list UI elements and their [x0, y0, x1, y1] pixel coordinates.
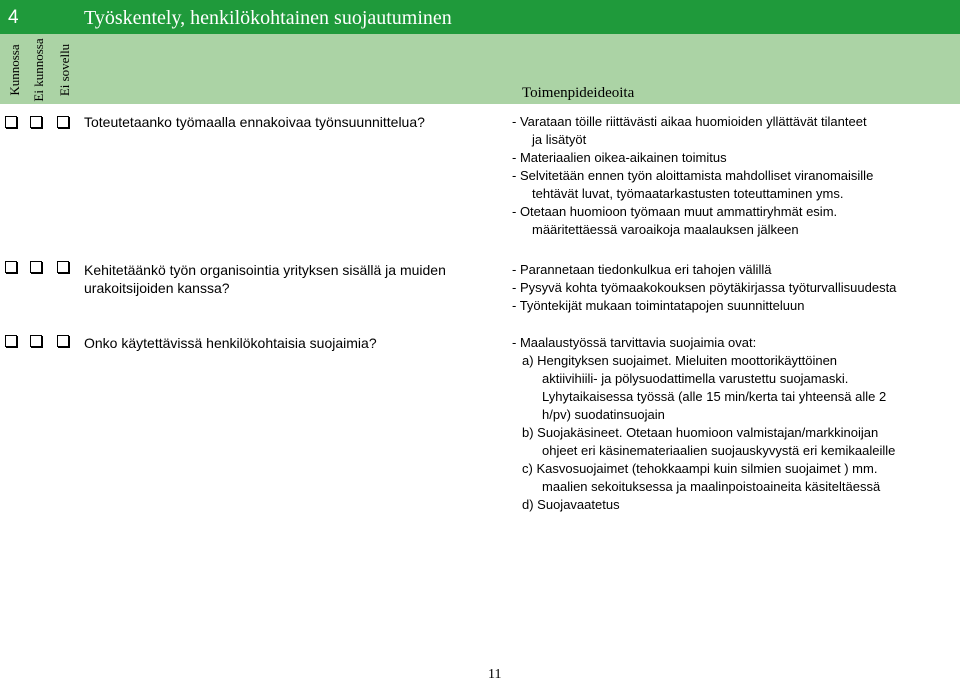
row1-measure-line: - Varataan töille riittävästi aikaa huomioiden yllättävät tilanteet — [512, 114, 867, 129]
row3-checkbox-ok[interactable] — [5, 335, 17, 347]
page-number: 11 — [488, 667, 502, 682]
row2-measure-line: - Parannetaan tiedonkulkua eri tahojen välillä — [512, 262, 772, 277]
row2-checkbox-na[interactable] — [57, 261, 69, 273]
row1-measure-line: - Otetaan huomioon työmaan muut ammattiryhmät esim. — [512, 204, 838, 219]
row1-measure-line: määritettäessä varoaikoja maalauksen jälkeen — [532, 222, 799, 237]
row1-measures — [512, 113, 873, 239]
row2-checkbox-ok[interactable] — [5, 261, 17, 273]
row1-question: Toteutetaanko työmaalla ennakoivaa työnsuunnittelua? — [84, 114, 425, 130]
row3-measures — [512, 334, 895, 514]
row2-checkbox-not-ok[interactable] — [30, 261, 42, 273]
row3-measure-line: aktiivihiili- ja pölysuodattimella varustettu suojamaski. — [542, 371, 849, 386]
column-header-status-not-ok: Ei kunnossa — [31, 38, 46, 102]
row1-checkbox-ok[interactable] — [5, 116, 17, 128]
row3-checkbox-na[interactable] — [57, 335, 69, 347]
column-header-bar — [0, 34, 960, 104]
row3-measure-line: Lyhytaikaisessa työssä (alle 15 min/kerta tai yhteensä alle 2 — [542, 389, 887, 404]
row3-measure-line: c) Kasvosuojaimet (tehokkaampi kuin silmien suojaimet ) mm. — [522, 461, 878, 476]
row1-measure-line: - Selvitetään ennen työn aloittamista mahdolliset viranomaisille — [512, 168, 874, 183]
row3-measure-line: - Maalaustyössä tarvittavia suojaimia ovat: — [512, 335, 757, 350]
row2-measure-line: - Työntekijät mukaan toimintatapojen suunnitteluun — [512, 298, 805, 313]
row1-measure-line: - Materiaalien oikea-aikainen toimitus — [512, 150, 727, 165]
row2-measure-line: - Pysyvä kohta työmaakokouksen pöytäkirjassa työturvallisuudesta — [512, 280, 897, 295]
row3-measure-line: maalien sekoituksessa ja maalinpoistoaineita käsiteltäessä — [542, 479, 881, 494]
column-header-measures: Toimenpideideoita — [522, 85, 635, 101]
row1-measure-line: tehtävät luvat, työmaatarkastusten toteuttaminen yms. — [532, 186, 844, 201]
row3-measure-line: a) Hengityksen suojaimet. Mieluiten moottorikäyttöinen — [522, 353, 838, 368]
row3-measure-line: d) Suojavaatetus — [522, 497, 620, 512]
section-number: 4 — [8, 7, 19, 28]
row3-measure-line: ohjeet eri käsinemateriaalien suojauskyvystä eri kemikaaleille — [542, 443, 896, 458]
row1-measure-line: ja lisätyöt — [532, 132, 587, 147]
row3-measure-line: h/pv) suodatinsuojain — [542, 407, 665, 422]
row1-checkbox-na[interactable] — [57, 116, 69, 128]
row2-measures — [512, 261, 896, 315]
row1-checkbox-not-ok[interactable] — [30, 116, 42, 128]
column-header-status-ok: Kunnossa — [7, 44, 22, 96]
row3-question: Onko käytettävissä henkilökohtaisia suojaimia? — [84, 335, 377, 351]
section-title: Työskentely, henkilökohtainen suojautuminen — [84, 7, 452, 29]
row3-checkbox-not-ok[interactable] — [30, 335, 42, 347]
row2-question: Kehitetäänkö työn organisointia yrityksen sisällä ja muiden urakoitsijoiden kanssa? — [84, 262, 446, 296]
column-header-status-na: Ei sovellu — [57, 43, 72, 97]
row3-measure-line: b) Suojakäsineet. Otetaan huomioon valmistajan/markkinoijan — [522, 425, 879, 440]
